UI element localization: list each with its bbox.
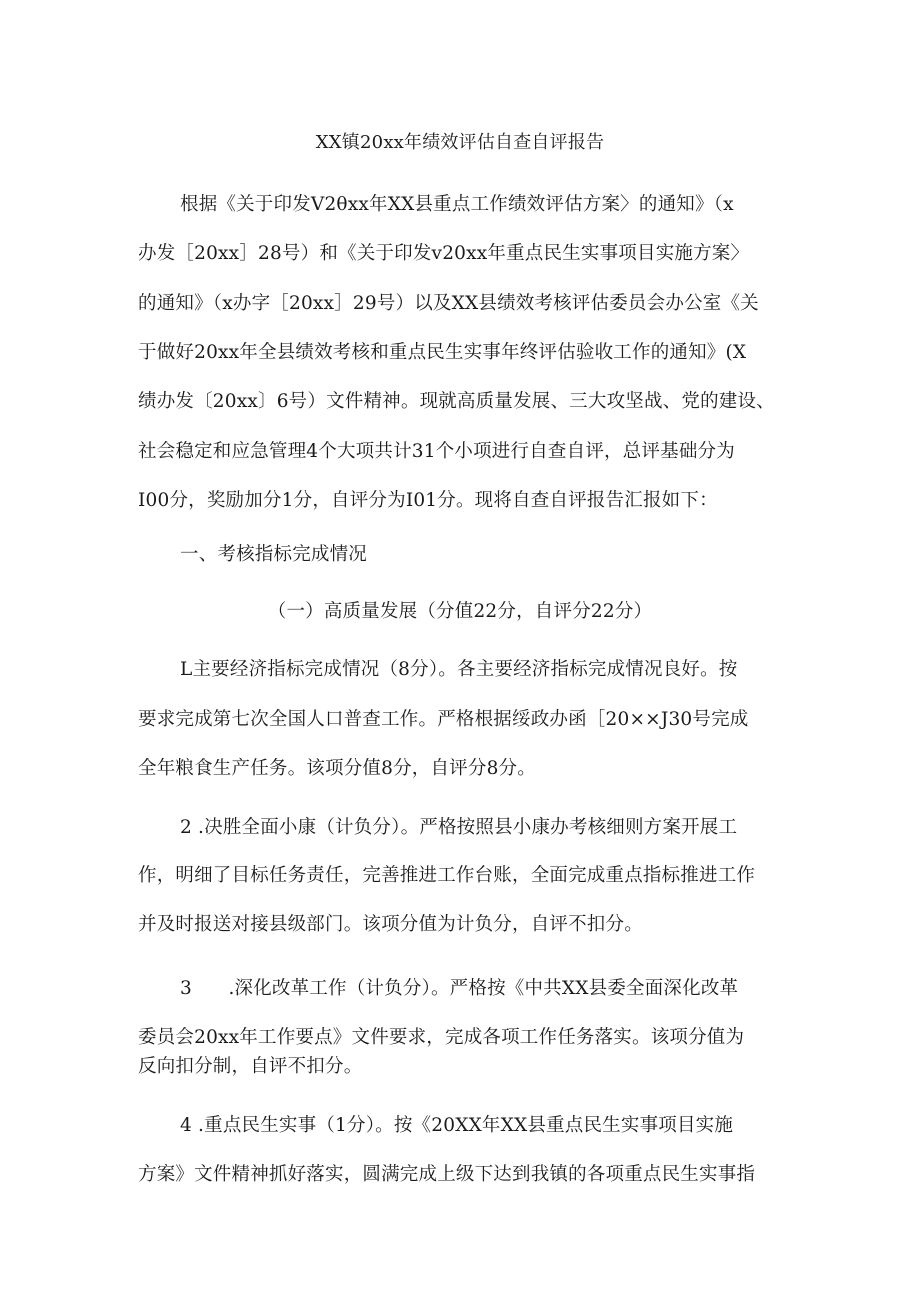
item1-line: 全年粮食生产任务。该项分值8分，自评分8分。 <box>138 758 536 779</box>
intro-line: 的通知》（x办字［20xx］29号）以及XX县绩效考核评估委员会办公室《关 <box>138 293 759 314</box>
item3-line: 委员会20xx年工作要点》文件要求，完成各项工作任务落实。该项分值为 <box>138 1027 745 1048</box>
intro-line: 社会稳定和应急管理4个大项共计31个小项进行自查自评，总评基础分为 <box>138 441 735 462</box>
item3-line: 3 .深化改革工作（计负分）。严格按《中共XX县委全面深化改革 <box>180 978 739 999</box>
item2-line: 2 .决胜全面小康（计负分）。严格按照县小康办考核细则方案开展工 <box>180 817 738 838</box>
document-title: XX镇20xx年绩效评估自查自评报告 <box>315 132 605 153</box>
item1-line: 要求完成第七次全国人口普查工作。严格根据绥政办函［20××J30号完成 <box>138 709 749 730</box>
section-heading: 一、考核指标完成情况 <box>180 544 368 565</box>
item1-line: L主要经济指标完成情况（8分）。各主要经济指标完成情况良好。按 <box>180 659 738 680</box>
subsection-heading: （一）高质量发展（分值22分，自评分22分） <box>267 601 653 622</box>
intro-line: 于做好20xx年全县绩效考核和重点民生实事年终评估验收工作的通知》(X <box>138 342 747 363</box>
intro-line: 绩办发〔20xx〕6号）文件精神。现就高质量发展、三大攻坚战、党的建设、 <box>138 391 775 412</box>
item3-line: 反向扣分制，自评不扣分。 <box>138 1056 363 1077</box>
item4-line: 方案》文件精神抓好落实，圆满完成上级下达到我镇的各项重点民生实事指 <box>138 1164 756 1185</box>
item2-line: 并及时报送对接县级部门。该项分值为计负分，自评不扣分。 <box>138 914 643 935</box>
item2-line: 作，明细了目标任务责任，完善推进工作台账，全面完成重点指标推进工作 <box>138 865 756 886</box>
intro-line: 办发［20xx］28号）和《关于印发v20xx年重点民生实事项目实施方案〉 <box>138 243 750 264</box>
intro-line: I00分，奖励加分1分，自评分为I01分。现将自查自评报告汇报如下： <box>138 490 718 511</box>
intro-line: 根据《关于印发V2θxx年XX县重点工作绩效评估方案〉的通知》（x <box>180 194 734 215</box>
item4-line: 4 .重点民生实事（1分）。按《20XX年XX县重点民生实事项目实施 <box>180 1115 734 1136</box>
